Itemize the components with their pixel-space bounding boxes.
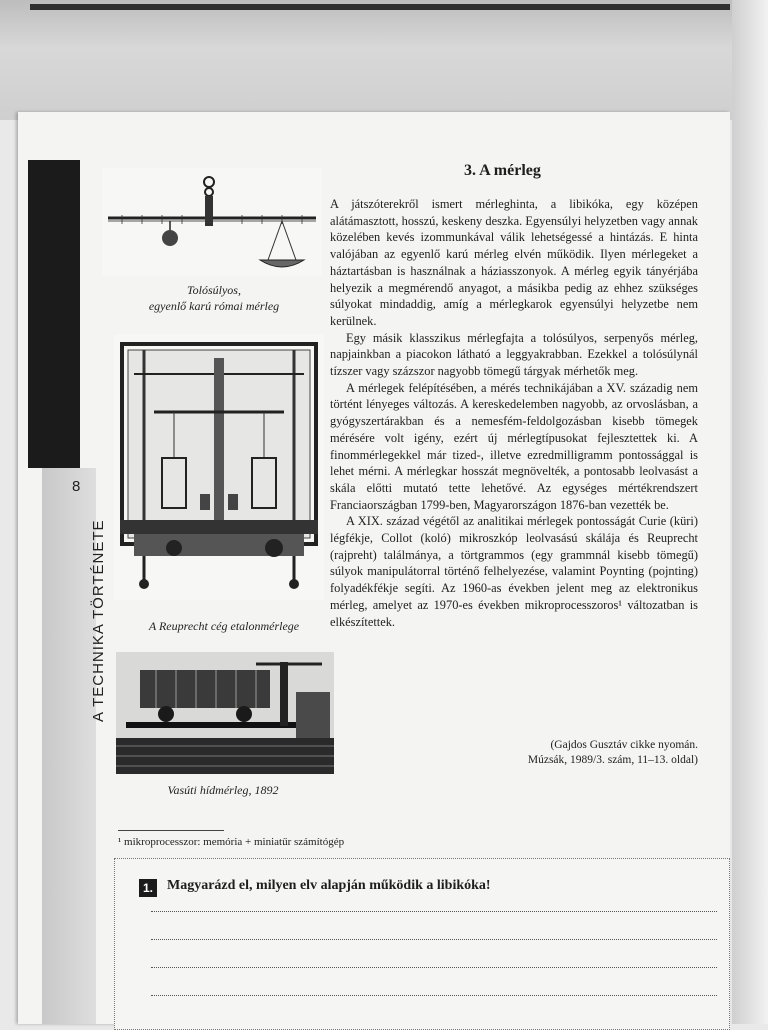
paragraph: A játszóterekről ismert mérleghinta, a libikóka, egy középen alátámasztott, hosszú, keskeny deszka. Egyensúlyi helyzetben vagy annak közelében kevés izommunkával válik lehetségessé a hintázás. E hinta valójában az egyenlő karú mérleg elvén működik. Ilyen mérlegeket a háztartásban is használnak a háziasszonyok. A mérleg egyik tányérjába helyezik a megmérendő anyagot, a másikba pedig az ehhez szükséges súlyokat mindaddig, amíg a mérlegkarok egyensúlyi helyzetbe nem kerülnek. bbox=[330, 197, 698, 328]
book-page bbox=[18, 112, 730, 1024]
answer-line[interactable] bbox=[151, 911, 717, 912]
article-body bbox=[330, 196, 698, 630]
answer-line[interactable] bbox=[151, 967, 717, 968]
footnote: ¹ mikroprocesszor: memória + miniatűr számítógép bbox=[118, 836, 345, 848]
source-citation bbox=[488, 738, 698, 768]
roman-caption-line1: Tolósúlyos, bbox=[187, 283, 241, 297]
answer-line[interactable] bbox=[151, 939, 717, 940]
roman-scale-illustration bbox=[102, 168, 322, 276]
figure-roman-caption bbox=[114, 282, 314, 314]
figure-railway-caption: Vasúti hídmérleg, 1892 bbox=[167, 783, 279, 797]
figure-roman-scale bbox=[102, 168, 322, 276]
page-number: 8 bbox=[72, 478, 81, 495]
roman-caption-line2: egyenlő karú római mérleg bbox=[148, 299, 280, 313]
answer-line[interactable] bbox=[151, 995, 717, 996]
source-line1: (Gajdos Gusztáv cikke nyomán. bbox=[550, 739, 698, 751]
task-number-badge: 1. bbox=[139, 879, 157, 897]
spine-dark-band bbox=[28, 160, 80, 468]
paragraph: A mérlegek felépítésében, a mérés technikájában a XV. századig nem történt lényeges változás. A kereskedelemben nagyobb, az orvoslásban, a gyógyszertárakban és a nemesfém-feldolgozásban kisebb tömegek mérésére volt igény, ezért új mérlegtípusokat fejlesztettek ki. A finommérlegekkel már tized-, illetve ezredmilligramm pontossággal is lehet mérni. A mérlegkar hosszát megnövelték, a pontosabb leolvasást a skála előtti mutató tette lehetővé. Az egységes mértékrendszert Franciaországban 1799-ben, Magyarországon 1876-ban vezették be. bbox=[330, 380, 698, 512]
section-heading: 3. A mérleg bbox=[464, 162, 541, 179]
figure-reuprecht-balance bbox=[114, 334, 324, 600]
task-question: Magyarázd el, milyen elv alapján működik a libikóka! bbox=[167, 878, 491, 893]
railway-weighbridge-illustration bbox=[116, 652, 334, 774]
scan-right-edge bbox=[732, 0, 768, 1024]
reuprecht-balance-illustration bbox=[114, 334, 324, 600]
paragraph: Egy másik klasszikus mérlegfajta a tolósúlyos, serpenyős mérleg, napjainkban a piacokon látható a leggyakrabban. Ezekkel a tolósúlynál tízszer vagy százszor nagyobb tömegű tárgyak mérhetők meg. bbox=[330, 330, 698, 379]
task-box bbox=[114, 858, 730, 1030]
figure-reuprecht-caption: A Reuprecht cég etalonmérlege bbox=[148, 619, 300, 633]
scan-background bbox=[0, 0, 768, 120]
binding-edge bbox=[30, 4, 730, 10]
source-line2: Múzsák, 1989/3. szám, 11–13. oldal) bbox=[527, 754, 698, 766]
chapter-side-title: A TECHNIKA TÖRTÉNETE bbox=[90, 519, 107, 722]
spine-gray-band bbox=[42, 468, 96, 1024]
figure-railway-weighbridge bbox=[116, 652, 334, 774]
footnote-rule bbox=[118, 830, 224, 831]
paragraph: A XIX. század végétől az analitikai mérlegek pontosságát Curie (küri) légfékje, Collot (koló) mikroszkóp leolvasású skálája és Reuprecht (rajpreht) találmánya, a törtgrammos (egy grammnál kisebb tömegű) súlyok manipulátorral történő felhelyezése, valamint Poynting (pojnting) folyadékfékje segíti. Az 1960-as években jelent meg az elektronikus mérleg, amelyet az 1970-es években mikroprocesszoros¹ változatban is elkészítettek. bbox=[330, 514, 698, 629]
